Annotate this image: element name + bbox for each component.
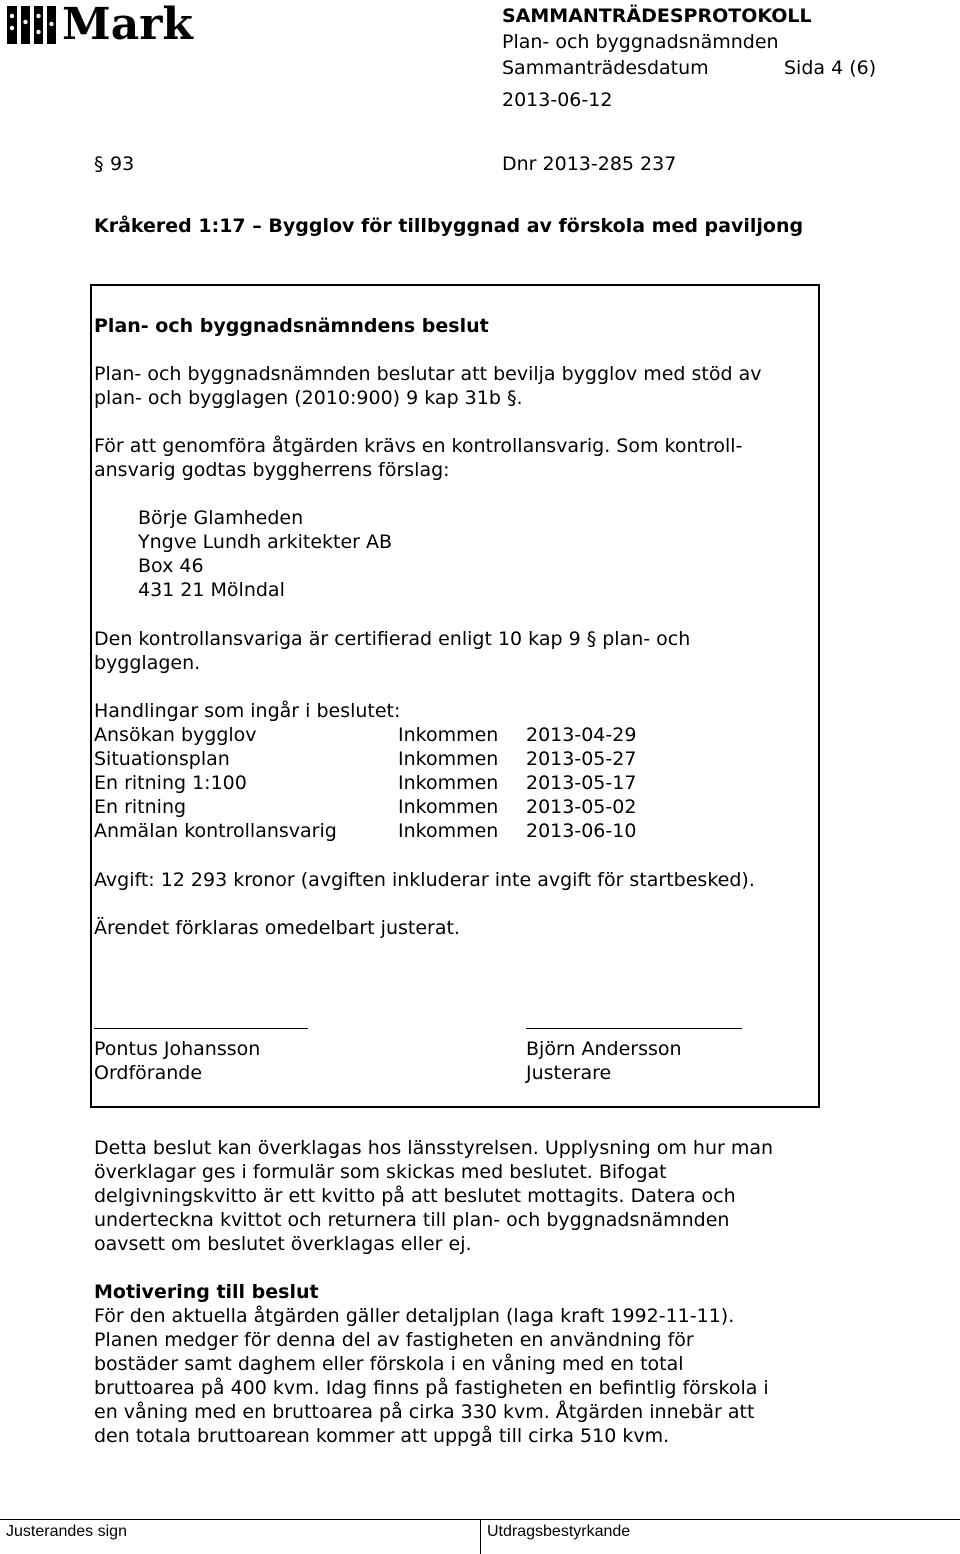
fee-text: Avgift: 12 293 kronor (avgiften inkluderar inte avgift för startbesked). xyxy=(94,869,755,891)
section-symbol: § xyxy=(94,153,104,175)
table-row-status: Inkommen xyxy=(398,724,499,746)
certification-paragraph xyxy=(94,627,690,675)
municipality-logo xyxy=(4,2,58,48)
appeal-information xyxy=(94,1136,773,1256)
decision-paragraph xyxy=(94,362,762,410)
brand-wordmark: Mark xyxy=(62,0,193,50)
signature-chair xyxy=(94,1037,260,1085)
signatory-name: Pontus Johansson xyxy=(94,1038,261,1060)
text-line: Plan- och byggnadsnämnden beslutar att bevilja bygglov med stöd av xyxy=(94,363,762,385)
text-line: bruttoarea på 400 kvm. Idag finns på fastigheten en befintlig förskola i xyxy=(94,1377,769,1399)
table-row-date: 2013-06-10 xyxy=(526,820,637,842)
text-line: oavsett om beslutet överklagas eller ej. xyxy=(94,1233,472,1255)
text-line: Planen medger för denna del av fastigheten en användning för xyxy=(94,1329,694,1351)
registration-number: Dnr 2013-285 237 xyxy=(502,153,677,175)
extract-certification-label: Utdragsbestyrkande xyxy=(487,1523,631,1540)
footer-column-divider xyxy=(480,1519,481,1554)
page-indicator: Sida 4 (6) xyxy=(784,57,877,79)
case-title: Kråkered 1:17 – Bygglov för tillbyggnad av förskola med paviljong xyxy=(94,215,804,237)
table-row-name: En ritning 1:100 xyxy=(94,772,247,794)
table-row-name: Ansökan bygglov xyxy=(94,724,257,746)
address-line: Börje Glamheden xyxy=(138,507,304,529)
case-number: 93 xyxy=(110,153,135,175)
text-line: bostäder samt daghem eller förskola i en våning med en total xyxy=(94,1353,684,1375)
text-line: Den kontrollansvariga är certifierad enligt 10 kap 9 § plan- och xyxy=(94,628,691,650)
meeting-date-label: Sammanträdesdatum xyxy=(502,57,709,79)
text-line: Detta beslut kan överklagas hos länsstyrelsen. Upplysning om hur man xyxy=(94,1137,774,1159)
address-line: Yngve Lundh arkitekter AB xyxy=(138,531,393,553)
table-row-date: 2013-05-17 xyxy=(526,772,637,794)
motivation-body xyxy=(94,1304,769,1448)
signature-line xyxy=(526,1028,742,1029)
text-line: bygglagen. xyxy=(94,652,201,674)
address-line: Box 46 xyxy=(138,555,204,577)
organization: Plan- och byggnadsnämnden xyxy=(502,31,779,53)
table-row-date: 2013-05-27 xyxy=(526,748,637,770)
text-line: ansvarig godtas byggherrens förslag: xyxy=(94,459,450,481)
table-row-date: 2013-04-29 xyxy=(526,724,637,746)
text-line: överklagar ges i formulär som skickas med beslutet. Bifogat xyxy=(94,1161,667,1183)
table-row-status: Inkommen xyxy=(398,796,499,818)
decision-title: Plan- och byggnadsnämndens beslut xyxy=(94,315,489,337)
table-row-status: Inkommen xyxy=(398,772,499,794)
signature-adjuster xyxy=(526,1037,682,1085)
immediate-adjustment: Ärendet förklaras omedelbart justerat. xyxy=(94,917,460,939)
meeting-date: 2013-06-12 xyxy=(502,89,613,111)
address-block xyxy=(138,506,392,602)
text-line: delgivningskvitto är ett kvitto på att beslutet mottagits. Datera och xyxy=(94,1185,736,1207)
text-line: den totala bruttoarean kommer att uppgå till cirka 510 kvm. xyxy=(94,1425,670,1447)
adjuster-signature-label: Justerandes sign xyxy=(6,1523,127,1540)
documents-label: Handlingar som ingår i beslutet: xyxy=(94,700,401,722)
table-row-name: Anmälan kontrollansvarig xyxy=(94,820,337,842)
signatory-role: Justerare xyxy=(526,1062,612,1084)
signature-line xyxy=(94,1028,308,1029)
signatory-role: Ordförande xyxy=(94,1062,203,1084)
address-line: 431 21 Mölndal xyxy=(138,579,285,601)
controller-paragraph xyxy=(94,434,742,482)
motivation-title: Motivering till beslut xyxy=(94,1281,319,1303)
table-row-status: Inkommen xyxy=(398,820,499,842)
table-row-name: Situationsplan xyxy=(94,748,230,770)
text-line: plan- och bygglagen (2010:900) 9 kap 31b §. xyxy=(94,387,523,409)
document-type: SAMMANTRÄDESPROTOKOLL xyxy=(502,5,812,27)
signatory-name: Björn Andersson xyxy=(526,1038,682,1060)
table-row-name: En ritning xyxy=(94,796,187,818)
table-row-status: Inkommen xyxy=(398,748,499,770)
table-row-date: 2013-05-02 xyxy=(526,796,637,818)
text-line: För den aktuella åtgärden gäller detaljplan (laga kraft 1992-11-11). xyxy=(94,1305,735,1327)
text-line: underteckna kvittot och returnera till plan- och byggnadsnämnden xyxy=(94,1209,730,1231)
text-line: en våning med en bruttoarea på cirka 330 kvm. Åtgärden innebär att xyxy=(94,1401,755,1423)
text-line: För att genomföra åtgärden krävs en kontrollansvarig. Som kontroll- xyxy=(94,435,743,457)
